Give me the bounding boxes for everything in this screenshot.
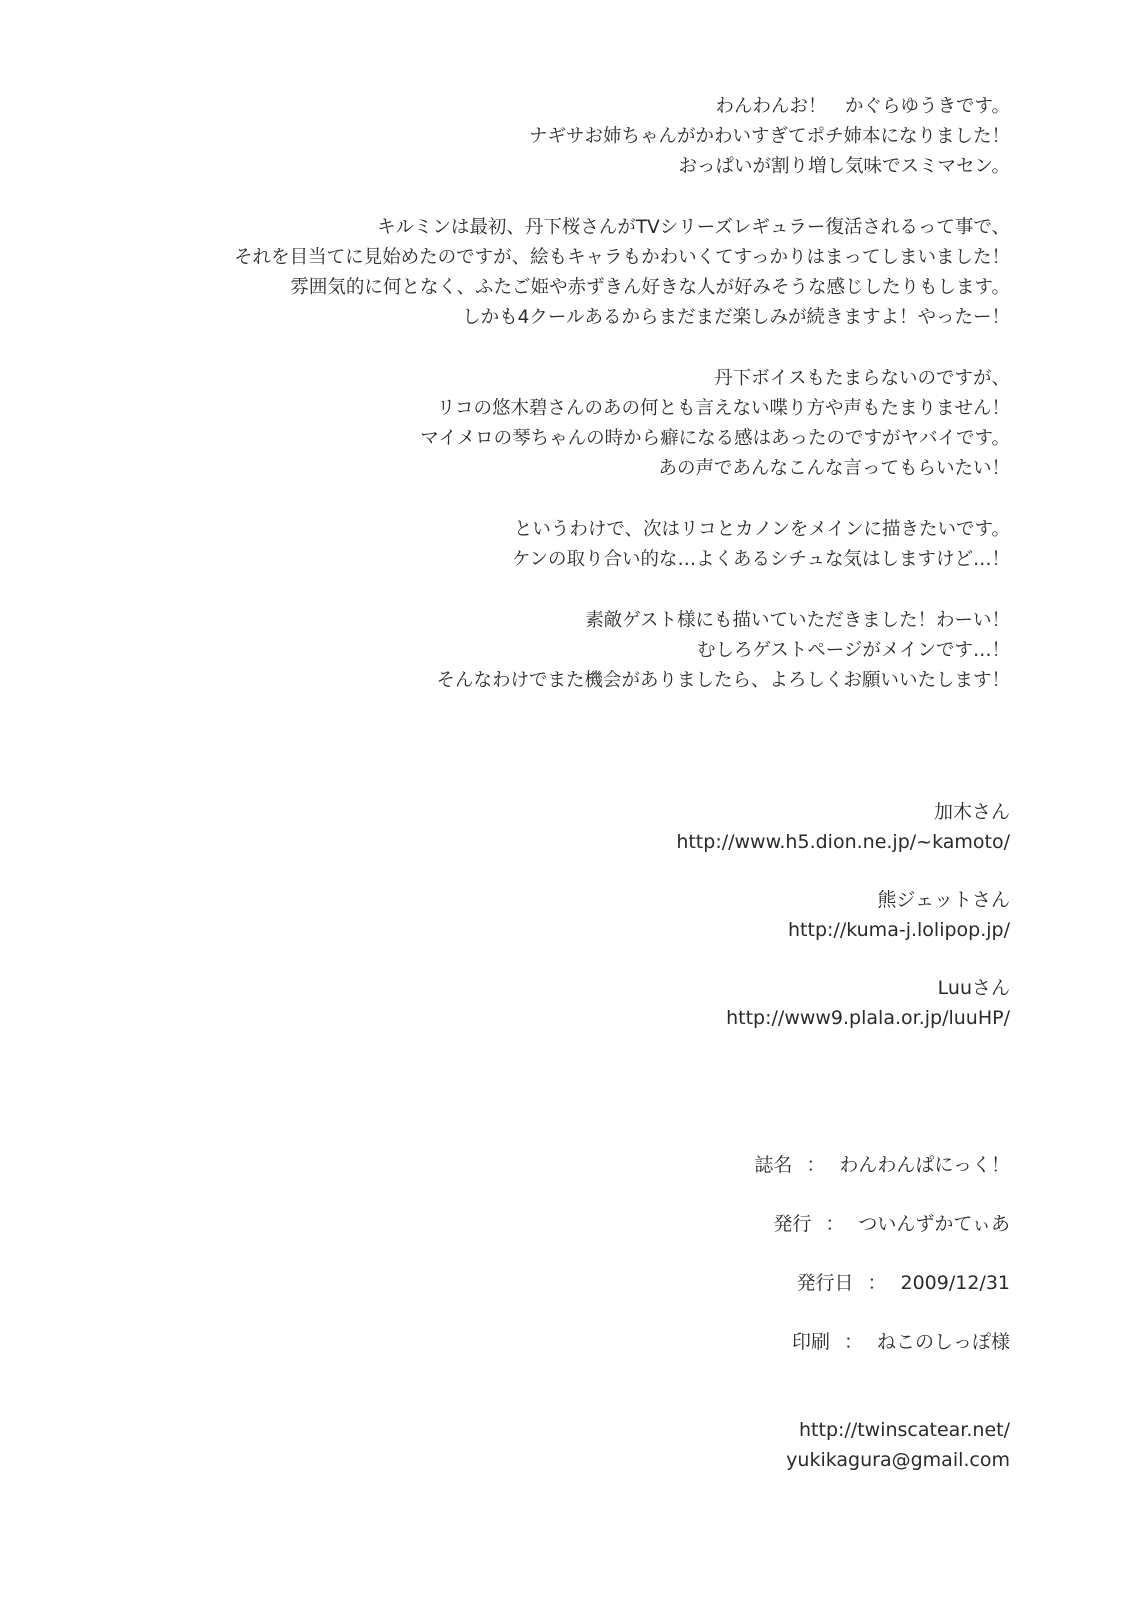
afterword-line: マイメロの琴ちゃんの時から癖になる感はあったのですがヤバイです。 [420, 428, 1010, 449]
afterword-line: むしろゲストページがメインです…！ [696, 640, 1010, 661]
afterword-line: わんわんお！ かぐらゆうきです。 [715, 96, 1010, 117]
email-address: yukikagura@gmail.com [786, 1449, 1010, 1471]
afterword-line: 雰囲気的に何となく、ふたご姫や赤ずきん好きな人が好みそうな感じしたりもします。 [290, 277, 1010, 298]
colophon-row-printer [754, 1327, 1010, 1357]
guest-url: http://www9.plala.or.jp/luuHP/ [726, 1007, 1010, 1029]
colophon-label: 誌名 [754, 1154, 793, 1176]
colophon-separator: ： [825, 1213, 845, 1235]
contact-info [786, 1415, 1010, 1475]
guest-entry [676, 797, 1010, 857]
afterword-line: そんなわけでまた機会がありましたら、よろしくお願いいたします！ [436, 670, 1010, 691]
colophon-row-publisher [754, 1209, 1010, 1239]
colophon-value: 2009/12/31 [900, 1272, 1010, 1294]
guest-url: http://kuma-j.lolipop.jp/ [788, 919, 1010, 941]
afterword-line: 丹下ボイスもたまらないのですが、 [714, 368, 1010, 389]
guest-name: Luuさん [937, 977, 1010, 999]
guest-credits [676, 797, 1010, 1061]
guest-name: 加木さん [933, 801, 1010, 823]
website-url: http://twinscatear.net/ [799, 1419, 1010, 1441]
afterword-line: というわけで、次はリコとカノンをメインに描きたいです。 [513, 519, 1010, 540]
afterword-line: それを目当てに見始めたのですが、絵もキャラもかわいくてすっかりはまってしまいました！ [234, 247, 1010, 268]
afterword-line: ケンの取り合い的な…よくあるシチュな気はしますけど…！ [511, 549, 1010, 570]
afterword-line: あの声であんなこんな言ってもらいたい！ [658, 458, 1010, 479]
colophon-value: わんわんぱにっく！ [839, 1154, 1010, 1176]
afterword-paragraph [234, 213, 1010, 333]
colophon-label: 発行 [773, 1213, 812, 1235]
afterword-paragraph [234, 515, 1010, 575]
afterword-line: おっぱいが割り増し気味でスミマセン。 [678, 156, 1010, 177]
guest-entry [676, 973, 1010, 1033]
colophon-separator: ： [867, 1272, 887, 1294]
colophon-label: 印刷 [791, 1331, 830, 1353]
colophon-row-date [754, 1268, 1010, 1298]
afterword-paragraph [234, 364, 1010, 484]
colophon-value: ついんずかてぃあ [858, 1213, 1010, 1235]
colophon-separator: ： [806, 1154, 826, 1176]
afterword-paragraph [234, 92, 1010, 182]
colophon [754, 1150, 1010, 1386]
afterword-line: キルミンは最初、丹下桜さんがTVシリーズレギュラー復活されるって事で、 [377, 217, 1010, 238]
afterword-paragraph [234, 606, 1010, 696]
colophon-value: ねこのしっぽ様 [876, 1331, 1010, 1353]
afterword-line: リコの悠木碧さんのあの何とも言えない喋り方や声もたまりません！ [436, 398, 1010, 419]
afterword-line: 素敵ゲスト様にも描いていただきました！わーい！ [585, 610, 1010, 631]
colophon-label: 発行日 [796, 1272, 854, 1294]
guest-name: 熊ジェットさん [877, 889, 1010, 911]
afterword-line: しかも4クールあるからまだまだ楽しみが続きますよ！やったー！ [462, 307, 1010, 328]
guest-url: http://www.h5.dion.ne.jp/~kamoto/ [676, 831, 1010, 853]
colophon-separator: ： [843, 1331, 863, 1353]
afterword-line: ナギサお姉ちゃんがかわいすぎてポチ姉本になりました！ [528, 126, 1010, 147]
colophon-row-title [754, 1150, 1010, 1180]
guest-entry [676, 885, 1010, 945]
afterword-text [234, 92, 1010, 696]
